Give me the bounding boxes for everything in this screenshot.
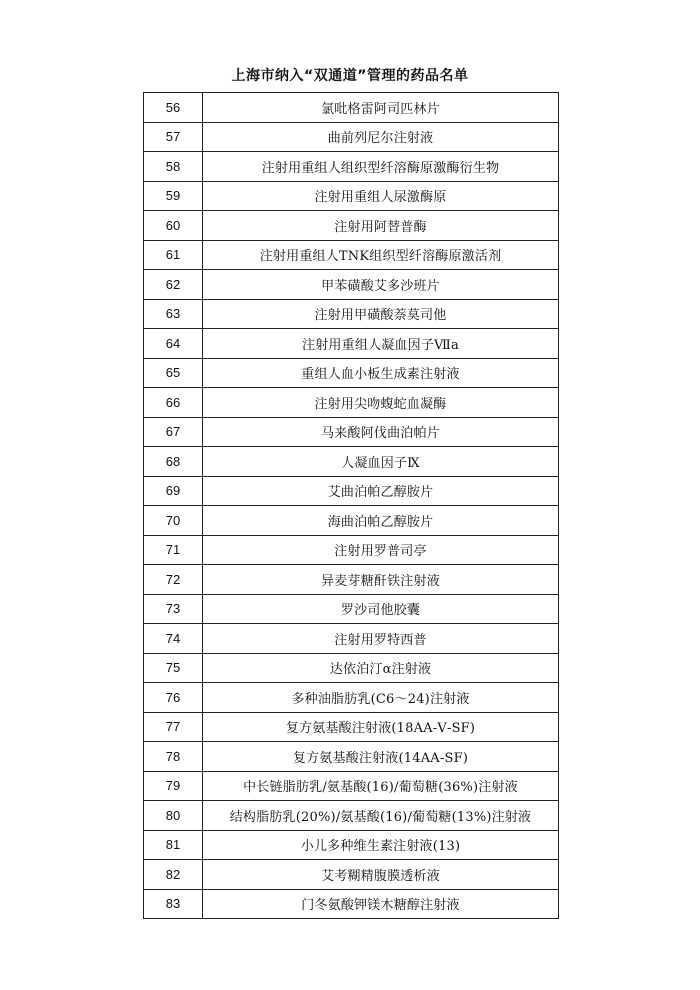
row-number: 61: [144, 240, 203, 270]
drug-name: 注射用重组人TNK组织型纤溶酶原激活剂: [203, 240, 559, 270]
row-number: 83: [144, 889, 203, 919]
table-row: [144, 712, 559, 742]
table-row: [144, 388, 559, 418]
table-row: [144, 801, 559, 831]
drug-name: 注射用重组人组织型纤溶酶原激酶衍生物: [203, 152, 559, 182]
row-number: 58: [144, 152, 203, 182]
row-number: 62: [144, 270, 203, 300]
drug-name: 海曲泊帕乙醇胺片: [203, 506, 559, 536]
drug-name: 注射用尖吻蝮蛇血凝酶: [203, 388, 559, 418]
table-row: [144, 594, 559, 624]
row-number: 57: [144, 122, 203, 152]
row-number: 56: [144, 93, 203, 123]
row-number: 64: [144, 329, 203, 359]
table-row: [144, 565, 559, 595]
table-row: [144, 122, 559, 152]
row-number: 76: [144, 683, 203, 713]
table-row: [144, 270, 559, 300]
drug-name: 复方氨基酸注射液(14AA-SF): [203, 742, 559, 772]
row-number: 70: [144, 506, 203, 536]
row-number: 68: [144, 447, 203, 477]
drug-list-body: [144, 93, 559, 919]
row-number: 80: [144, 801, 203, 831]
row-number: 75: [144, 653, 203, 683]
row-number: 81: [144, 830, 203, 860]
drug-name: 复方氨基酸注射液(18AA-Ⅴ-SF): [203, 712, 559, 742]
drug-name: 艾曲泊帕乙醇胺片: [203, 476, 559, 506]
drug-name: 注射用重组人尿激酶原: [203, 181, 559, 211]
row-number: 73: [144, 594, 203, 624]
table-row: [144, 152, 559, 182]
table-row: [144, 624, 559, 654]
table-row: [144, 771, 559, 801]
table-row: [144, 299, 559, 329]
drug-name: 罗沙司他胶囊: [203, 594, 559, 624]
row-number: 69: [144, 476, 203, 506]
drug-name: 人凝血因子Ⅸ: [203, 447, 559, 477]
row-number: 77: [144, 712, 203, 742]
row-number: 59: [144, 181, 203, 211]
drug-name: 门冬氨酸钾镁木糖醇注射液: [203, 889, 559, 919]
drug-name: 小儿多种维生素注射液(13): [203, 830, 559, 860]
drug-name: 马来酸阿伐曲泊帕片: [203, 417, 559, 447]
table-row: [144, 889, 559, 919]
drug-name: 注射用重组人凝血因子Ⅶa: [203, 329, 559, 359]
table-row: [144, 653, 559, 683]
row-number: 82: [144, 860, 203, 890]
drug-name: 重组人血小板生成素注射液: [203, 358, 559, 388]
table-row: [144, 181, 559, 211]
drug-name: 注射用罗普司亭: [203, 535, 559, 565]
page-title: 上海市纳入“双通道”管理的药品名单: [231, 68, 469, 84]
drug-list-table: [143, 92, 559, 919]
table-row: [144, 535, 559, 565]
table-row: [144, 358, 559, 388]
drug-name: 注射用阿替普酶: [203, 211, 559, 241]
table-row: [144, 830, 559, 860]
table-row: [144, 93, 559, 123]
table-row: [144, 476, 559, 506]
drug-name: 结构脂肪乳(20%)/氨基酸(16)/葡萄糖(13%)注射液: [203, 801, 559, 831]
row-number: 65: [144, 358, 203, 388]
table-row: [144, 417, 559, 447]
table-row: [144, 447, 559, 477]
row-number: 71: [144, 535, 203, 565]
row-number: 63: [144, 299, 203, 329]
drug-name: 达依泊汀α注射液: [203, 653, 559, 683]
table-row: [144, 683, 559, 713]
drug-name: 氯吡格雷阿司匹林片: [203, 93, 559, 123]
drug-name: 注射用罗特西普: [203, 624, 559, 654]
row-number: 66: [144, 388, 203, 418]
table-row: [144, 240, 559, 270]
drug-name: 艾考糊精腹膜透析液: [203, 860, 559, 890]
row-number: 78: [144, 742, 203, 772]
drug-name: 注射用甲磺酸萘莫司他: [203, 299, 559, 329]
drug-name: 异麦芽糖酐铁注射液: [203, 565, 559, 595]
row-number: 72: [144, 565, 203, 595]
drug-name: 甲苯磺酸艾多沙班片: [203, 270, 559, 300]
row-number: 74: [144, 624, 203, 654]
drug-name: 曲前列尼尔注射液: [203, 122, 559, 152]
table-row: [144, 329, 559, 359]
drug-name: 多种油脂肪乳(C6～24)注射液: [203, 683, 559, 713]
table-row: [144, 860, 559, 890]
drug-name: 中长链脂肪乳/氨基酸(16)/葡萄糖(36%)注射液: [203, 771, 559, 801]
table-row: [144, 742, 559, 772]
row-number: 67: [144, 417, 203, 447]
row-number: 79: [144, 771, 203, 801]
table-row: [144, 211, 559, 241]
table-row: [144, 506, 559, 536]
row-number: 60: [144, 211, 203, 241]
